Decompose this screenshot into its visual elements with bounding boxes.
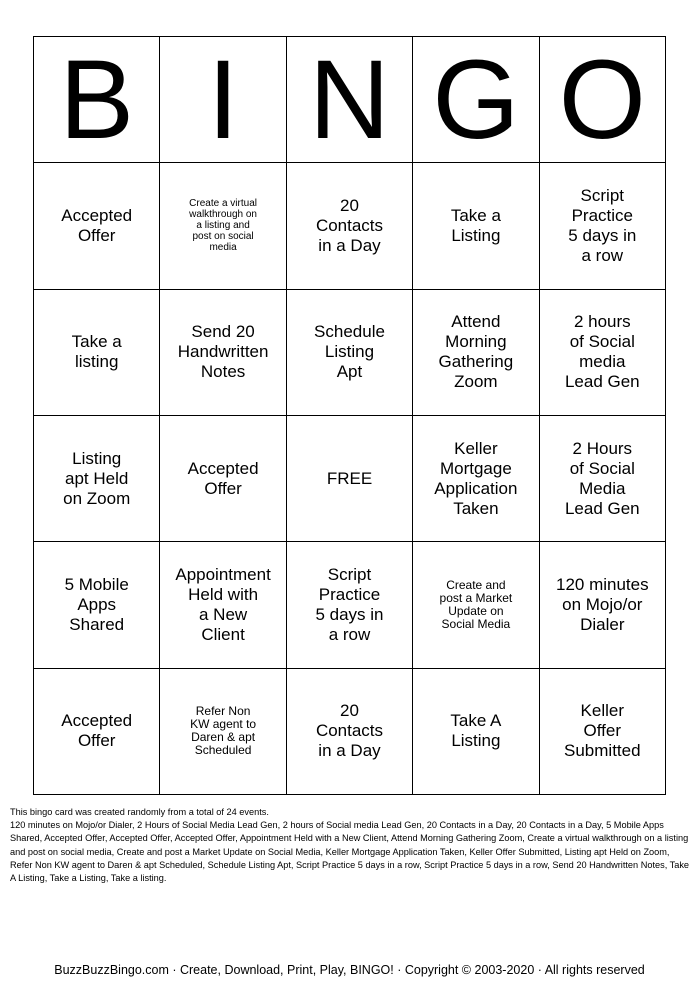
cell-text: 20 Contacts in a Day: [315, 701, 384, 761]
cell-text: Send 20 Handwritten Notes: [177, 322, 269, 382]
cell-text: Take A Listing: [450, 711, 502, 751]
header-letter-i: I: [160, 37, 286, 163]
cell-text: Create a virtual walkthrough on a listing and post on social media: [189, 198, 257, 254]
cell-text: Accepted Offer: [61, 205, 133, 245]
cell-text: Appointment Held with a New Client: [175, 564, 271, 644]
cell-text: Script Practice 5 days in a row: [315, 564, 384, 644]
header-letter-o: O: [540, 37, 666, 163]
cell-text: Attend Morning Gathering Zoom: [438, 312, 514, 392]
bingo-cell: [540, 416, 666, 542]
bingo-cell: [34, 669, 160, 795]
cell-text: Script Practice 5 days in a row: [568, 185, 637, 265]
header-letter-b: B: [34, 37, 160, 163]
bingo-cell: [287, 669, 413, 795]
bingo-cell: [34, 416, 160, 542]
bingo-cell: [160, 542, 286, 668]
bingo-cell: [540, 542, 666, 668]
cell-text: Accepted Offer: [61, 711, 133, 751]
cell-text: Keller Mortgage Application Taken: [434, 438, 518, 518]
cell-text: 2 hours of Social media Lead Gen: [564, 312, 640, 392]
cell-text: Take a Listing: [450, 205, 501, 245]
bingo-card: [33, 36, 666, 795]
cell-text: Accepted Offer: [187, 458, 259, 498]
copyright-footer: BuzzBuzzBingo.com · Create, Download, Print, Play, BINGO! · Copyright © 2003-2020 · All rights reserved: [54, 963, 645, 977]
footnote-intro: This bingo card was created randomly from a total of 24 events.: [10, 807, 269, 817]
cell-text: Listing apt Held on Zoom: [63, 448, 131, 508]
bingo-cell: [540, 669, 666, 795]
cell-text: Refer Non KW agent to Daren & apt Scheduled: [190, 704, 257, 758]
cell-text: 2 Hours of Social Media Lead Gen: [564, 438, 640, 518]
bingo-cell: [413, 669, 539, 795]
bingo-cell: [160, 290, 286, 416]
event-list-footnote: [10, 806, 690, 885]
bingo-cell: [160, 163, 286, 289]
free-space-cell: [287, 416, 413, 542]
bingo-cell: [160, 416, 286, 542]
cell-text: 120 minutes on Mojo/or Dialer: [555, 574, 649, 634]
header-letter-g: G: [413, 37, 539, 163]
bingo-cell: [287, 542, 413, 668]
bingo-cell: [540, 163, 666, 289]
bingo-cell: [287, 290, 413, 416]
bingo-cell: [34, 542, 160, 668]
bingo-cell: [540, 290, 666, 416]
footnote-events: 120 minutes on Mojo/or Dialer, 2 Hours of Social Media Lead Gen, 2 hours of Social media Lead Gen, 20 Contacts in a Day, 20 Contacts in a Day, 5 Mobile Apps Shared, Accepted Offer, Accepted Offer, Accepted Offer, Appointment Held with a New Client, Attend Morning Gathering Zoom, Create a virtual walkthrough on a listing and post on social media, Create and post a Market Update on Social Media, Keller Mortgage Application Taken, Keller Offer Submitted, Listing apt Held on Zoom, Refer Non KW agent to Daren & apt Scheduled, Schedule Listing Apt, Script Practice 5 days in a row, Script Practice 5 days in a row, Send 20 Handwritten Notes, Take A Listing, Take a Listing, Take a listing.: [10, 820, 690, 884]
header-letter-n: N: [287, 37, 413, 163]
bingo-cell: [413, 163, 539, 289]
bingo-cell: [34, 290, 160, 416]
cell-text: Keller Offer Submitted: [564, 701, 641, 761]
bingo-cell: [413, 416, 539, 542]
bingo-cell: [413, 542, 539, 668]
cell-text: 5 Mobile Apps Shared: [64, 574, 129, 634]
free-space-text: FREE: [326, 468, 373, 488]
bingo-cell: [413, 290, 539, 416]
cell-text: 20 Contacts in a Day: [315, 195, 384, 255]
bingo-cell: [287, 163, 413, 289]
cell-text: Schedule Listing Apt: [314, 322, 385, 382]
cell-text: Take a listing: [71, 332, 122, 372]
bingo-cell: [34, 163, 160, 289]
bingo-cell: [160, 669, 286, 795]
cell-text: Create and post a Market Update on Social Media: [439, 577, 513, 631]
